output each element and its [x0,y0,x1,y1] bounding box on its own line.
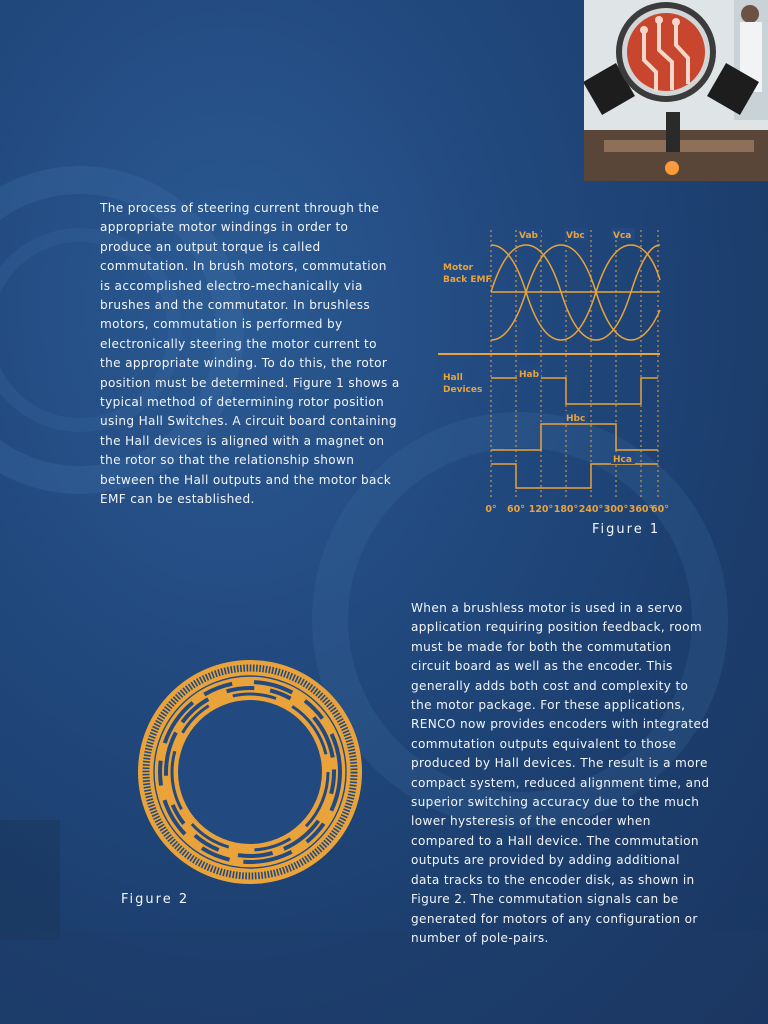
angle-label: 60° [651,504,669,515]
angle-label: 360° [628,504,654,515]
signal-hca-label: Hca [613,455,632,465]
angle-label: 120° [528,504,554,515]
figure-2-caption: Figure 2 [121,892,190,907]
figure-2-encoder-disk [130,652,370,892]
encoder-photo [584,0,768,181]
figure-1-diagram [438,220,670,520]
figure-1-caption: Figure 1 [592,522,661,537]
angle-label: 240° [578,504,604,515]
signal-vca-label: Vca [613,231,632,241]
encoder-photo-illustration [584,0,768,181]
encoder-paragraph: When a brushless motor is used in a servo application requiring position feedback, room must be made for both the commutation circuit board as well as the encoder. This generally adds both cost and complexity to the motor package. For these applications, RENCO now provides encoders with integrated commutation outputs equivalent to those produced by Hall devices. The result is a more compact system, reduced alignment time, and superior switching accuracy due to the much lower hysteresis of the encoder when compared to a Hall device. The commutation outputs are provided by adding additional data tracks to the encoder disk, as shown in Figure 2. The commutation signals can be generated for motors of any configuration or number of pole-pairs. [411,601,710,945]
signal-vab-label: Vab [519,231,538,241]
commutation-paragraph: The process of steering current through the appropriate motor windings in order to produce an output torque is called commutation. In brush motors, commutation is accomplished electro-mechanically via brushes and the commutator. In brushless motors, commutation is performed by electronically steering the motor current to the appropriate winding. To do this, the rotor position must be determined. Figure 1 shows a typical method of determining rotor position using Hall Switches. A circuit board containing the Hall devices is aligned with a magnet on the rotor so that the relationship shown between the Hall outputs and the motor back EMF can be established. [100,201,400,507]
angle-label: 180° [553,504,579,515]
signal-hab-label: Hab [519,370,540,380]
signal-hbc-label: Hbc [566,414,586,424]
emf-label-line2: Back EMF [443,275,492,285]
angle-label: 300° [603,504,629,515]
hall-label-line2: Devices [443,385,483,395]
angle-label: 60° [507,504,525,515]
hall-label-line1: Hall [443,373,463,383]
angle-label: 0° [485,504,497,515]
signal-vbc-label: Vbc [566,231,585,241]
emf-label-line1: Motor [443,263,474,273]
